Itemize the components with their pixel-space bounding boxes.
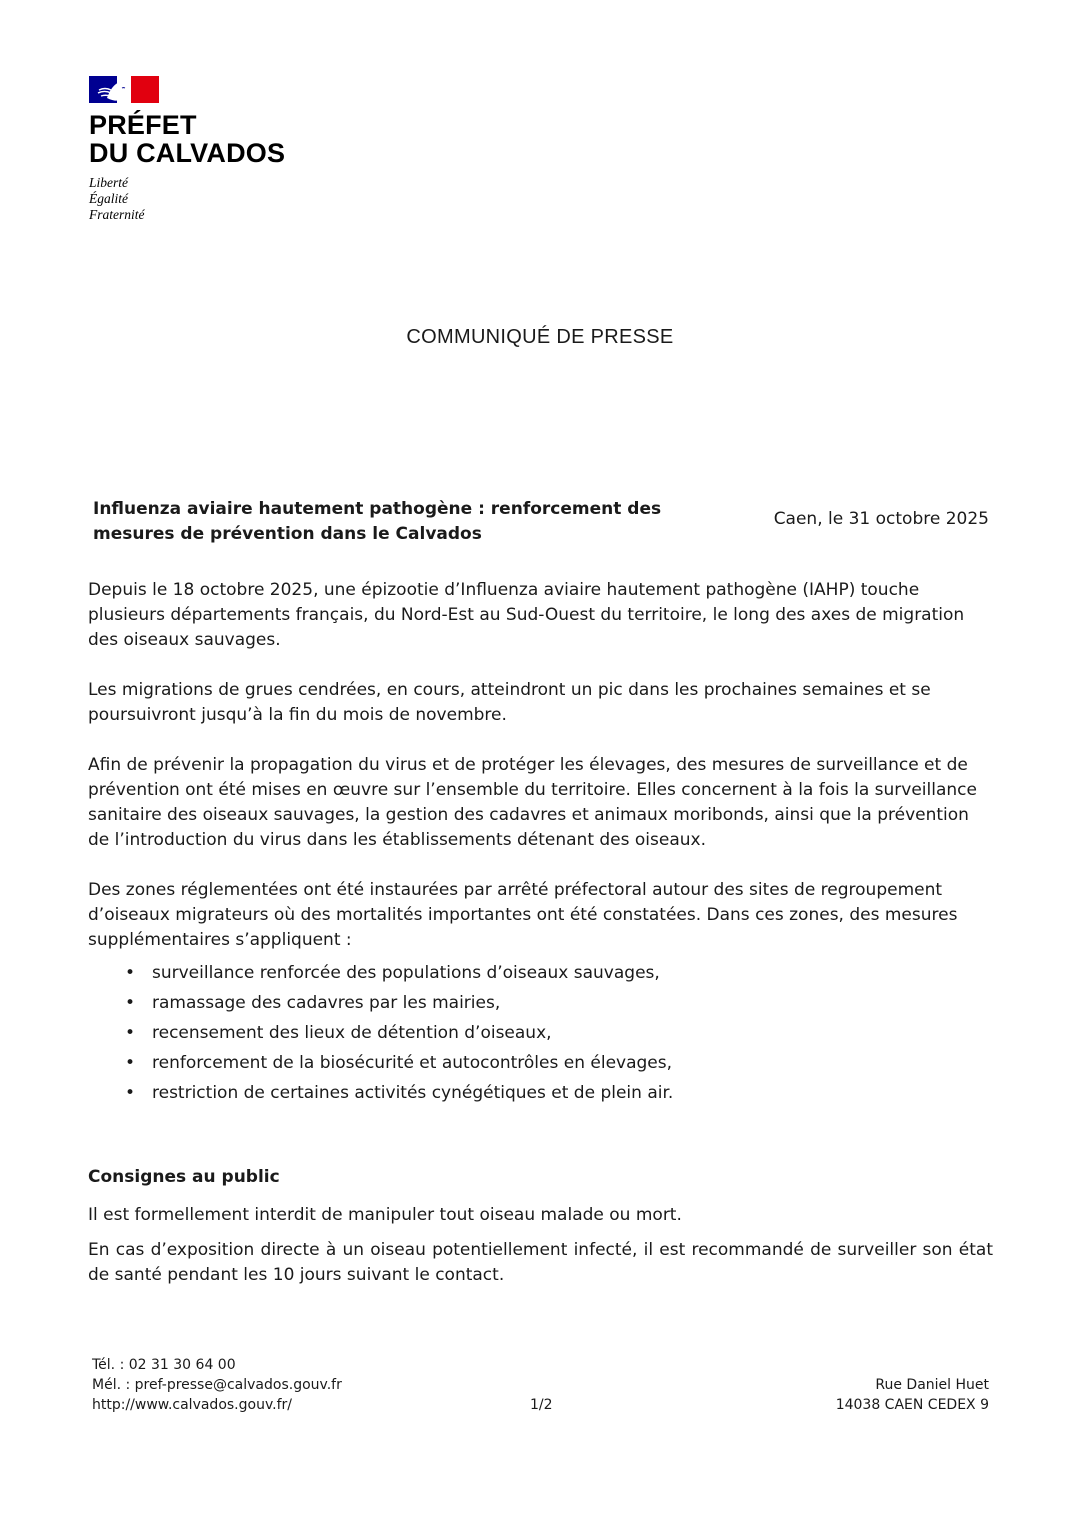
list-item-text: recensement des lieux de détention d’oiseaux, [152, 1023, 552, 1043]
list-item-text: ramassage des cadavres par les mairies, [152, 993, 501, 1013]
list-item-text: renforcement de la biosécurité et autocontrôles en élevages, [152, 1053, 673, 1073]
measures-list [88, 958, 993, 1108]
footer-contact [92, 1355, 342, 1415]
prefet-title-line2: DU CALVADOS [89, 138, 286, 168]
bullet-icon: • [125, 963, 136, 983]
republic-motto [89, 175, 285, 223]
footer-address [836, 1375, 989, 1415]
motto-egalite: Égalité [89, 191, 128, 206]
motto-liberte: Liberté [89, 175, 128, 190]
list-item [88, 958, 993, 988]
bullet-icon: • [125, 1053, 136, 1073]
list-item [88, 988, 993, 1018]
footer-phone: Tél. : 02 31 30 64 00 [92, 1357, 236, 1373]
list-item [88, 1048, 993, 1078]
bullet-icon: • [125, 1023, 136, 1043]
body-paragraph-4: Des zones réglementées ont été instaurées par arrêté préfectoral autour des sites de regroupement d’oiseaux migrateurs où des mortalités importantes ont été constatées. Dans ces zones, des mesures supplémentaires s’appliquent : [88, 880, 958, 950]
body-paragraph-1: Depuis le 18 octobre 2025, une épizootie d’Influenza aviaire hautement pathogène (IAHP) touche plusieurs départements français, du Nord-Est au Sud-Ouest du territoire, le long des axes de migration des oiseaux sauvages. [88, 580, 965, 650]
consigne-1: Il est formellement interdit de manipuler tout oiseau malade ou mort. [88, 1205, 682, 1225]
bullet-icon: • [125, 1083, 136, 1103]
motto-fraternite: Fraternité [89, 207, 145, 222]
consignes-section [88, 1203, 993, 1298]
document-type-label: COMMUNIQUÉ DE PRESSE [406, 326, 674, 348]
page-number: 1/2 [530, 1397, 553, 1413]
press-release-headline: Influenza aviaire hautement pathogène : renforcement des mesures de prévention dans le Calvados [93, 499, 662, 544]
consignes-heading: Consignes au public [88, 1167, 280, 1187]
dateline: Caen, le 31 octobre 2025 [773, 509, 989, 529]
press-release-body [88, 578, 993, 1108]
body-paragraph-2: Les migrations de grues cendrées, en cours, atteindront un pic dans les prochaines semaines et se poursuivront jusqu’à la fin du mois de novembre. [88, 680, 931, 725]
marianne-flag-icon [89, 76, 159, 103]
prefet-title-line1: PRÉFET [89, 110, 197, 140]
footer-website-link[interactable]: http://www.calvados.gouv.fr/ [92, 1397, 293, 1413]
bullet-icon: • [125, 993, 136, 1013]
list-item [88, 1018, 993, 1048]
list-item-text: surveillance renforcée des populations d’oiseaux sauvages, [152, 963, 660, 983]
prefet-title [89, 111, 285, 167]
footer-address-city: 14038 CAEN CEDEX 9 [835, 1397, 989, 1413]
footer-address-street: Rue Daniel Huet [875, 1377, 989, 1393]
body-paragraph-3: Afin de prévenir la propagation du virus et de protéger les élevages, des mesures de surveillance et de prévention ont été mises en œuvre sur l’ensemble du territoire. Elles concernent à la fois la surveillance sanitaire des oiseaux sauvages, la gestion des cadavres et animaux moribonds, ainsi que la prévention de l’introduction du virus dans les établissements détenant des oiseaux. [88, 755, 977, 850]
list-item-text: restriction de certaines activités cynégétiques et de plein air. [152, 1083, 674, 1103]
footer-email[interactable]: Mél. : pref-presse@calvados.gouv.fr [92, 1377, 342, 1393]
list-item [88, 1078, 993, 1108]
prefecture-logo [89, 76, 285, 223]
consigne-2: En cas d’exposition directe à un oiseau potentiellement infecté, il est recommandé de surveiller son état de santé pendant les 10 jours suivant le contact. [88, 1240, 993, 1285]
